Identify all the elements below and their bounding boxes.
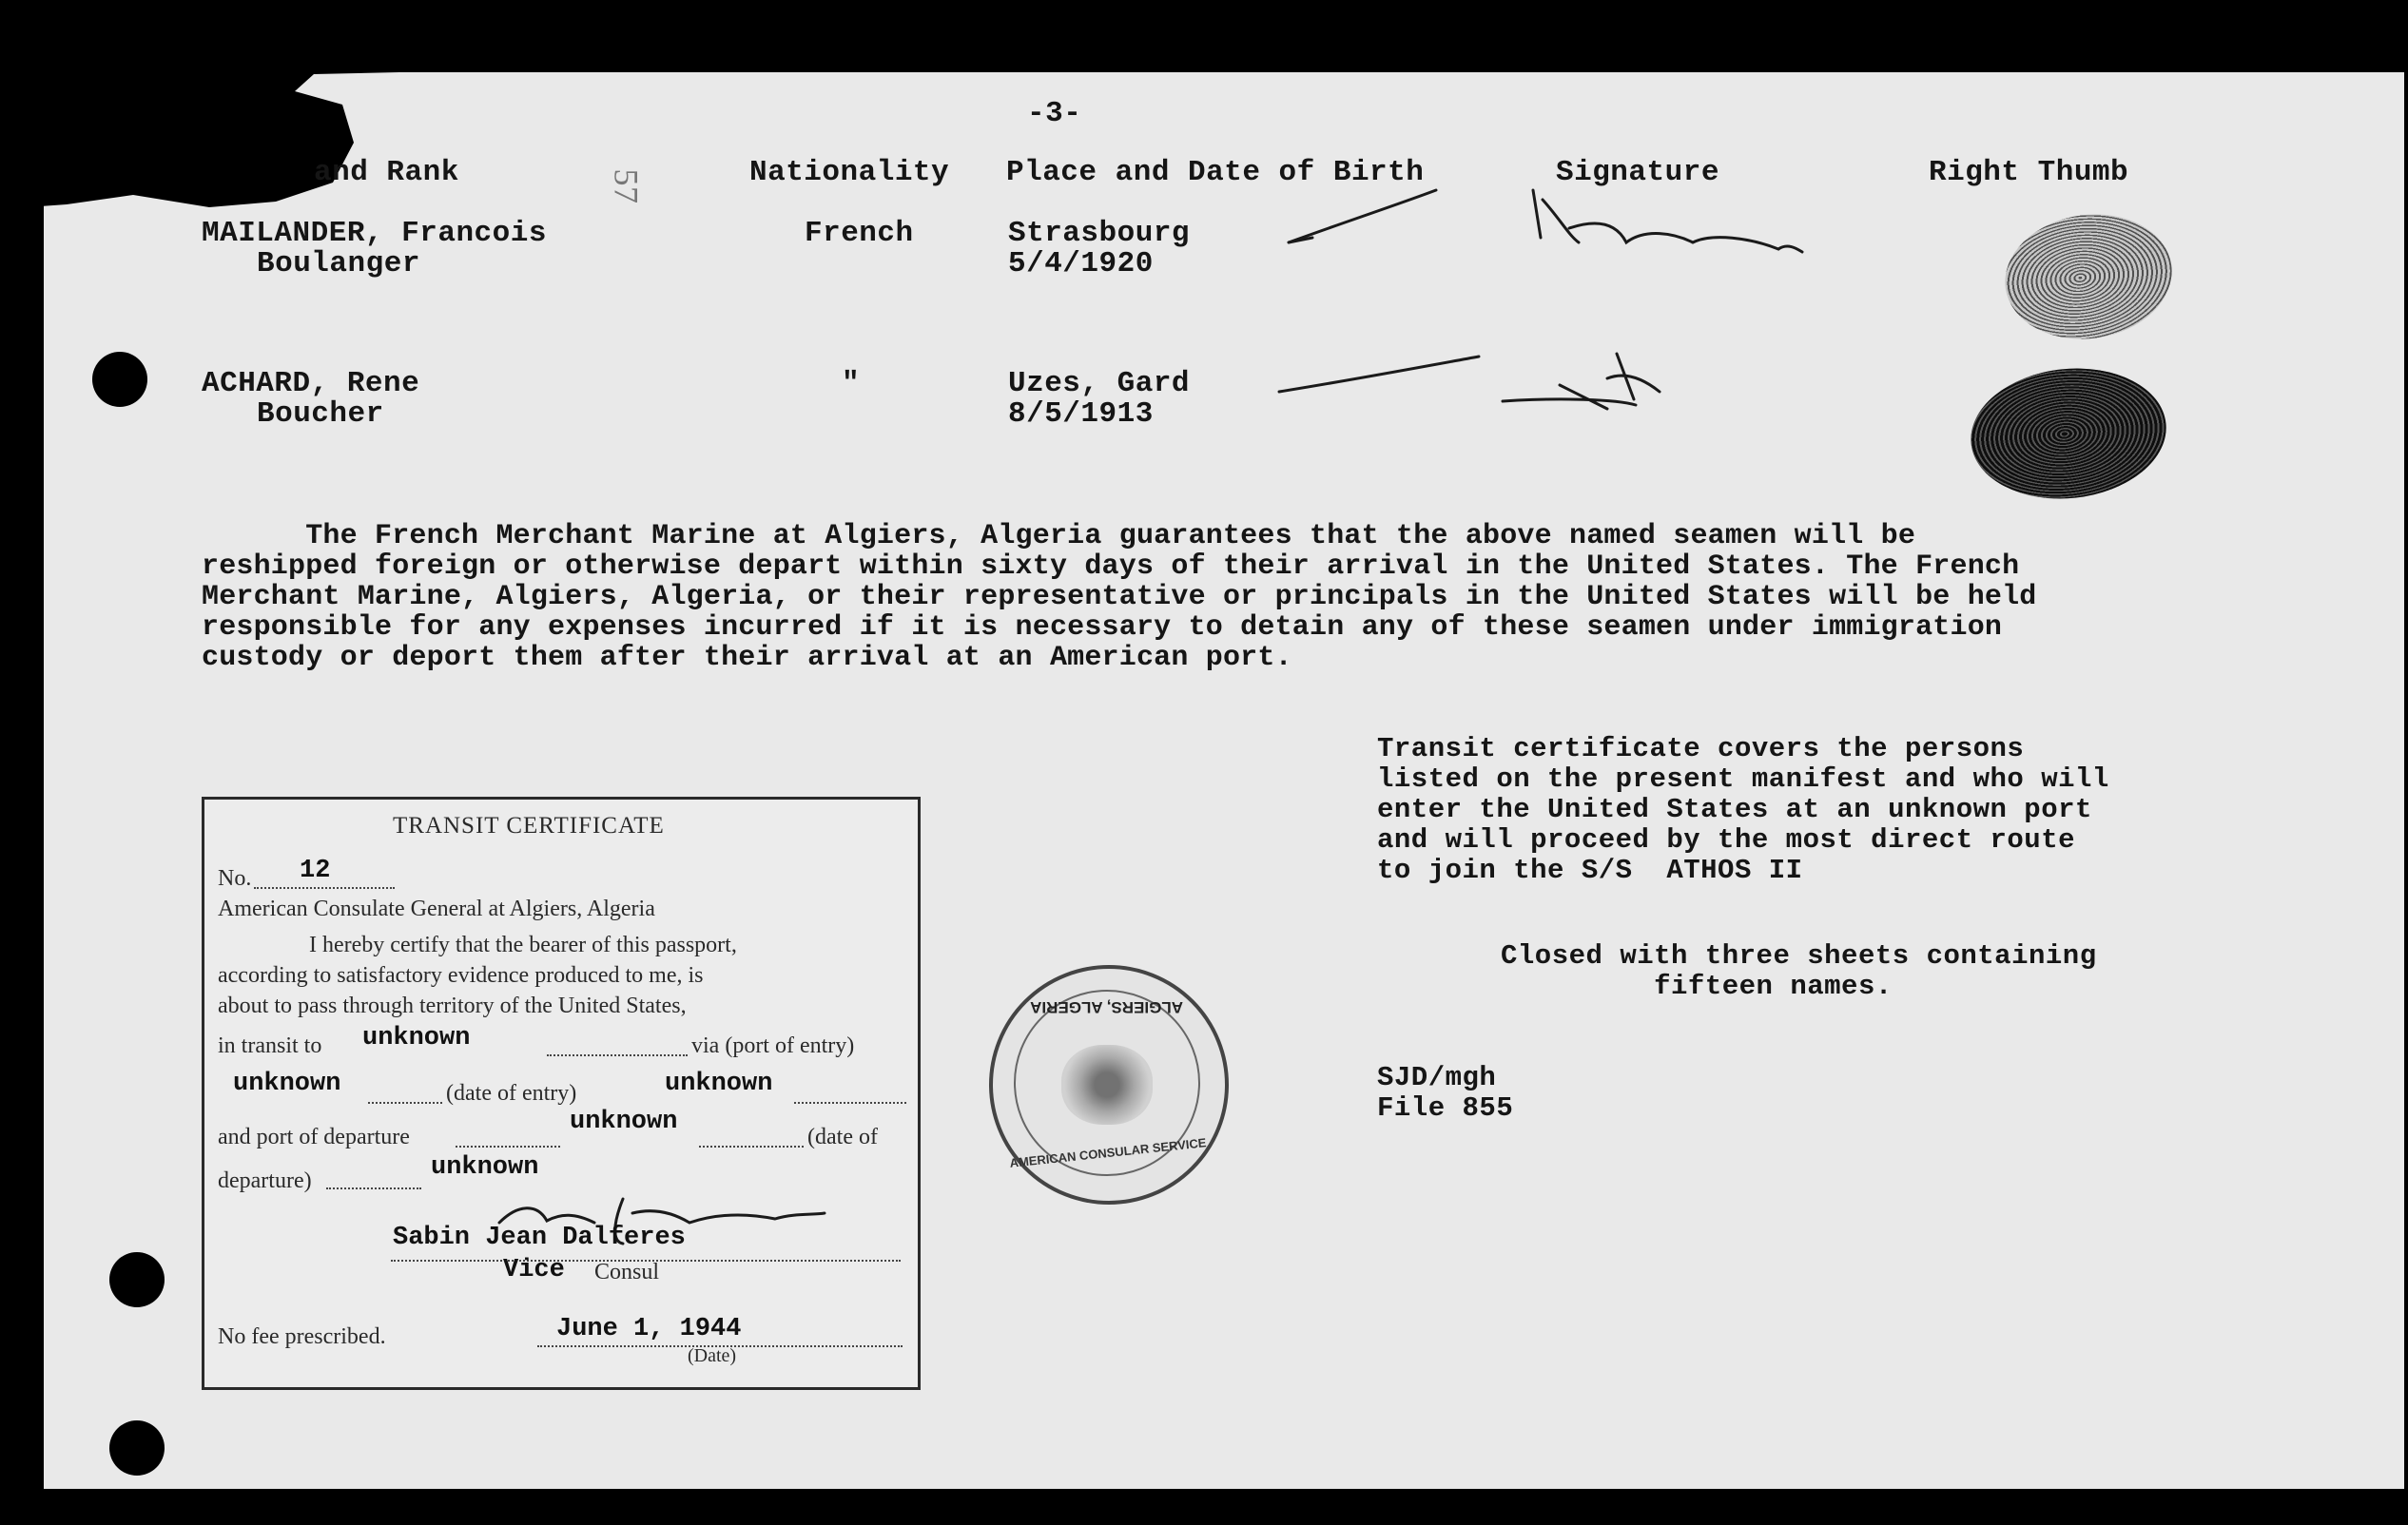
side-number: 57 xyxy=(607,168,646,204)
issue-date: June 1, 1944 xyxy=(556,1315,742,1343)
fee-label: No fee prescribed. xyxy=(218,1324,386,1349)
initials: SJD/mgh xyxy=(1377,1062,1497,1093)
header-right-thumb: Right Thumb xyxy=(1929,156,2129,189)
transit-note: Transit certificate covers the persons listed on the present manifest and who will enter the United States at an unknown port and will proceed by the most direct route to join the S/S ATHOS II xyxy=(1377,733,2109,886)
seaman-name: ACHARD, Rene xyxy=(202,367,420,400)
header-signature: Signature xyxy=(1556,156,1719,189)
seaman-nationality: French xyxy=(805,217,914,250)
header-place-date-birth: Place and Date of Birth xyxy=(1006,156,1425,189)
seaman-birth-place: Uzes, Gard xyxy=(1008,367,1191,400)
signer-title-consul: Consul xyxy=(594,1260,660,1284)
date-label: (Date) xyxy=(688,1345,737,1366)
departure-label: departure) xyxy=(218,1168,312,1193)
seaman-rank: Boucher xyxy=(257,397,384,431)
port-of-entry-value: unknown xyxy=(233,1070,341,1098)
seaman-nationality: " xyxy=(842,367,861,400)
seaman-name: MAILANDER, Francois xyxy=(202,217,547,250)
transit-certificate xyxy=(202,797,921,1390)
date-of-entry-value: unknown xyxy=(665,1070,773,1098)
port-of-departure-value: unknown xyxy=(570,1108,678,1136)
guarantee-paragraph: The French Merchant Marine at Algiers, Algeria guarantees that the above named seamen will be reshipped foreign or otherwise depart within sixty days of their arrival in the United States. The French Merchant Marine, Algiers, Algeria, or their representative or principals in the United States will be held responsible for any expenses incurred if it is necessary to detain any of these seamen under immigration custody or deport them after their arrival at an American port. xyxy=(202,520,2037,674)
seaman-birth-place: Strasbourg xyxy=(1008,217,1191,250)
via-label: via (port of entry) xyxy=(691,1033,855,1058)
seal-bottom-text: AMERICAN CONSULAR SERVICE xyxy=(1008,1135,1208,1170)
certificate-text: I hereby certify that the bearer of this passport, xyxy=(309,933,737,957)
in-transit-value: unknown xyxy=(362,1024,471,1052)
certificate-text: according to satisfactory evidence produced to me, is xyxy=(218,963,704,988)
file-reference: File 855 xyxy=(1377,1092,1514,1124)
date-of-label: (date of xyxy=(807,1125,878,1149)
closed-note: Closed with three sheets containing fifteen names. xyxy=(1501,940,2097,1002)
date-of-departure-value: unknown xyxy=(431,1153,539,1182)
certificate-no-label: No. xyxy=(218,866,252,891)
certificate-consulate: American Consulate General at Algiers, Algeria xyxy=(218,897,655,921)
header-nationality: Nationality xyxy=(749,156,950,189)
consular-seal xyxy=(989,965,1229,1205)
seal-top-text: ALGIERS, ALGERIA xyxy=(1030,998,1183,1016)
seaman-birth-date: 5/4/1920 xyxy=(1008,247,1154,280)
header-name-rank: and Rank xyxy=(314,156,459,189)
signer-title-vice: Vice xyxy=(503,1256,565,1284)
in-transit-label: in transit to xyxy=(218,1033,322,1058)
seaman-rank: Boulanger xyxy=(257,247,420,280)
certificate-number: 12 xyxy=(300,857,331,885)
certificate-text: about to pass through territory of the United States, xyxy=(218,994,687,1018)
date-of-entry-label: (date of entry) xyxy=(446,1081,577,1106)
page-number: -3- xyxy=(1027,97,1082,130)
certificate-title: TRANSIT CERTIFICATE xyxy=(393,813,665,839)
seaman-birth-date: 8/5/1913 xyxy=(1008,397,1154,431)
signer-name: Sabin Jean Dalferes xyxy=(393,1224,686,1252)
port-of-departure-label: and port of departure xyxy=(218,1125,410,1149)
